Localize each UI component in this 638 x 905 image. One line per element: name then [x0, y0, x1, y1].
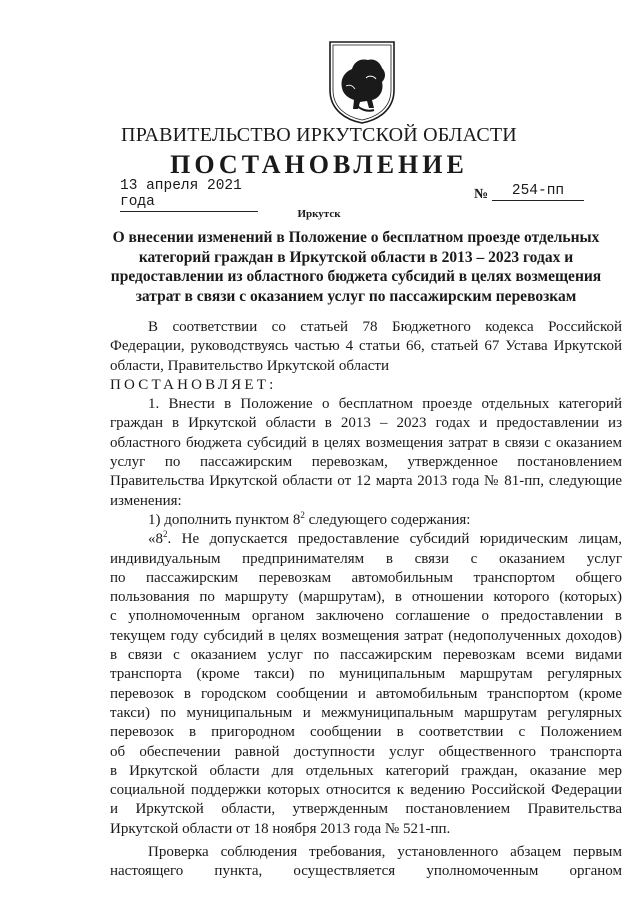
government-name: ПРАВИТЕЛЬСТВО ИРКУТСКОЙ ОБЛАСТИ: [121, 124, 517, 146]
paragraph-line: настоящего пункта, осуществляется уполномоченным органом: [110, 863, 622, 880]
decree-word: ПОСТАНОВЛЯЕТ:: [110, 376, 277, 393]
paragraph-line: об обеспечении равной доступности услуг общественного транспорта: [110, 743, 622, 760]
paragraph-line: текущем году субсидий в целях возмещения затрат (недополученных доходов): [110, 627, 622, 644]
subitem-1-paragraph: 1) дополнить пунктом $8^2$ следующего содержания:: [148, 509, 471, 528]
paragraph-line: перевозок в городском сообщении и автомобильным транспортом (кроме: [110, 685, 622, 702]
paragraph-line: Проверка соблюдения требования, установленного абзацем первым: [148, 844, 622, 861]
paragraph-line: по пассажирским перевозкам автомобильным транспортом общего: [110, 569, 622, 586]
number-label: №: [474, 187, 489, 202]
paragraph-line: с уполномоченным органом заключено соглашение о предоставлении в: [110, 608, 622, 625]
city: Иркутск: [297, 208, 341, 220]
paragraph-line: в связи с оказанием услуг по пассажирским перевозкам всеми видами: [110, 647, 622, 664]
paragraph-line: индивидуальным предпринимателям в связи с оказанием услуг: [110, 550, 622, 567]
document-type: ПОСТАНОВЛЕНИЕ: [170, 150, 468, 179]
paragraph-line: Иркутской области от 18 ноября 2013 года № 521-пп.: [110, 820, 451, 837]
document-body: [110, 318, 622, 882]
paragraph-line: и Иркутской области, утвержденным постановлением Правительства: [110, 801, 622, 818]
preamble-paragraph: В соответствии со статьей 78 Бюджетного кодекса Российской Федерации, руководствуясь частью 4 статьи 66, статьей 67 Устава Иркутской области, Правительство Иркутской области: [110, 319, 622, 374]
item-1-paragraph: 1. Внести в Положение о бесплатном проезде отдельных категорий граждан в Иркутской области в 2013 – 2023 годах и предоставлении из областного бюджета субсидий в целях возмещения затрат в связи с оказанием услуг по пассажирским перевозкам, утвержденное постановлением Правительства Иркутской области от 12 марта 2013 года № 81-пп, следующие изменения:: [110, 396, 622, 509]
paragraph-8-2: [110, 530, 622, 839]
paragraph-line: перевозок в пригородном сообщении в соответствии с Положением: [110, 724, 622, 741]
document-date: 13 апреля 2021 года: [120, 178, 258, 212]
check-paragraph: [110, 843, 622, 882]
paragraph-line: такси) по муниципальным и межмуниципальным маршрутам регулярных: [110, 704, 622, 721]
paragraph-line: транспорта (кроме такси) по муниципальным маршрутам регулярных: [110, 666, 622, 683]
paragraph-line: «$8^2$. Не допускается предоставление субсидий юридическим лицам,: [148, 529, 622, 548]
paragraph-line: пользования по маршруту (маршрутам), в отношении которого (которых): [110, 589, 622, 606]
document-number: 254-пп: [492, 183, 584, 201]
paragraph-line: социальной поддержки которых относится к ведению Российской Федерации: [110, 782, 622, 799]
paragraph-line: в Иркутской области для отдельных категорий граждан, оказание мер: [110, 762, 622, 779]
document-heading: О внесении изменений в Положение о бесплатном проезде отдельных категорий граждан в Иркутской области в 2013 – 2023 годах и предоставлении из областного бюджета субсидий в целях возмещения затрат в связи с оказанием услуг по пассажирским перевозкам: [110, 229, 602, 305]
coat-of-arms-emblem: [322, 38, 402, 124]
